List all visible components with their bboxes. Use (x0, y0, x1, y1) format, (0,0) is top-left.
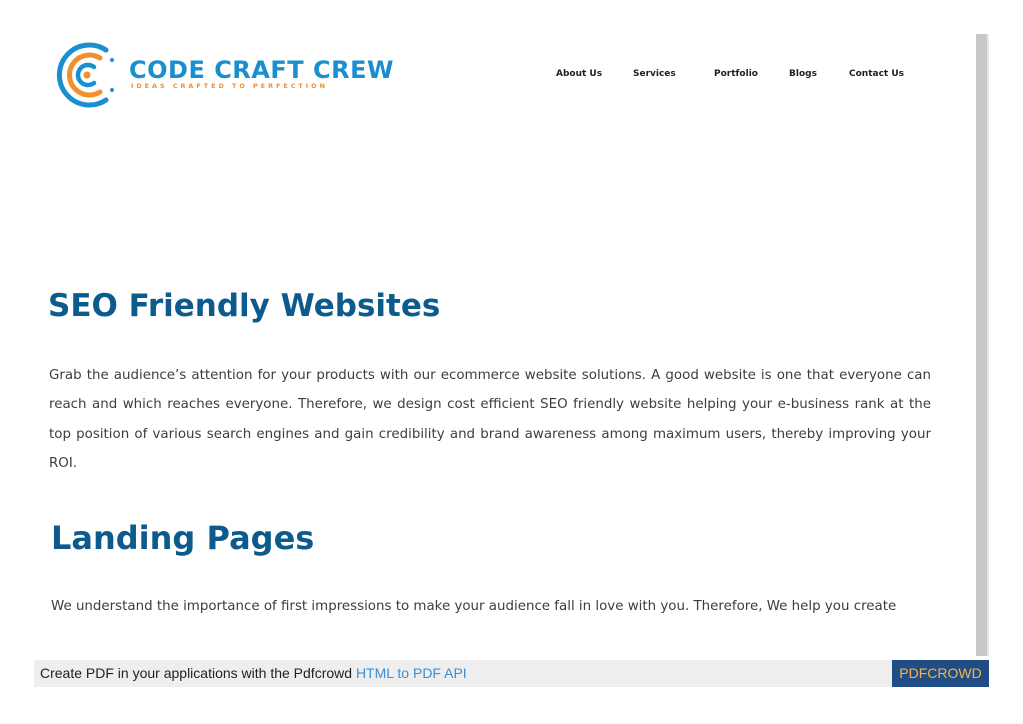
nav-item-contact-us[interactable]: Contact Us (849, 69, 905, 79)
scrollbar-track-edge (987, 34, 989, 656)
nav-item-about-us[interactable]: About Us (556, 69, 603, 79)
section-heading-seo: SEO Friendly Websites (48, 288, 441, 324)
pdfcrowd-footer (34, 660, 989, 687)
section-heading-landing: Landing Pages (51, 519, 315, 557)
footer-text (40, 665, 467, 681)
section-body-seo: Grab the audience’s attention for your products with our ecommerce website solutions. A good website is one that everyone can reach and which reaches everyone. Therefore, we design cost efficient SEO friendly website helping your e-business rank at the top position of various search engines and gain credibility and brand awareness among maximum users, thereby improving your ROI. (49, 368, 931, 471)
section-body-landing: We understand the importance of first impressions to make your audience fall in love with you. Therefore, We help you create (51, 599, 897, 614)
footer-message: Create PDF in your applications with the Pdfcrowd (40, 665, 356, 681)
logo-name: CODE CRAFT CREW (129, 56, 394, 84)
pdfcrowd-badge[interactable]: PDFCROWD (892, 660, 989, 687)
site-logo[interactable] (54, 40, 394, 112)
logo-icon (54, 40, 120, 110)
nav-item-blogs[interactable]: Blogs (789, 69, 817, 79)
nav-item-services[interactable]: Services (633, 69, 676, 79)
footer-api-link[interactable]: HTML to PDF API (355, 665, 467, 681)
nav-item-portfolio[interactable]: Portfolio (714, 69, 758, 79)
logo-tagline: IDEAS CRAFTED TO PERFECTION (131, 82, 328, 90)
vertical-scrollbar[interactable] (976, 34, 987, 656)
